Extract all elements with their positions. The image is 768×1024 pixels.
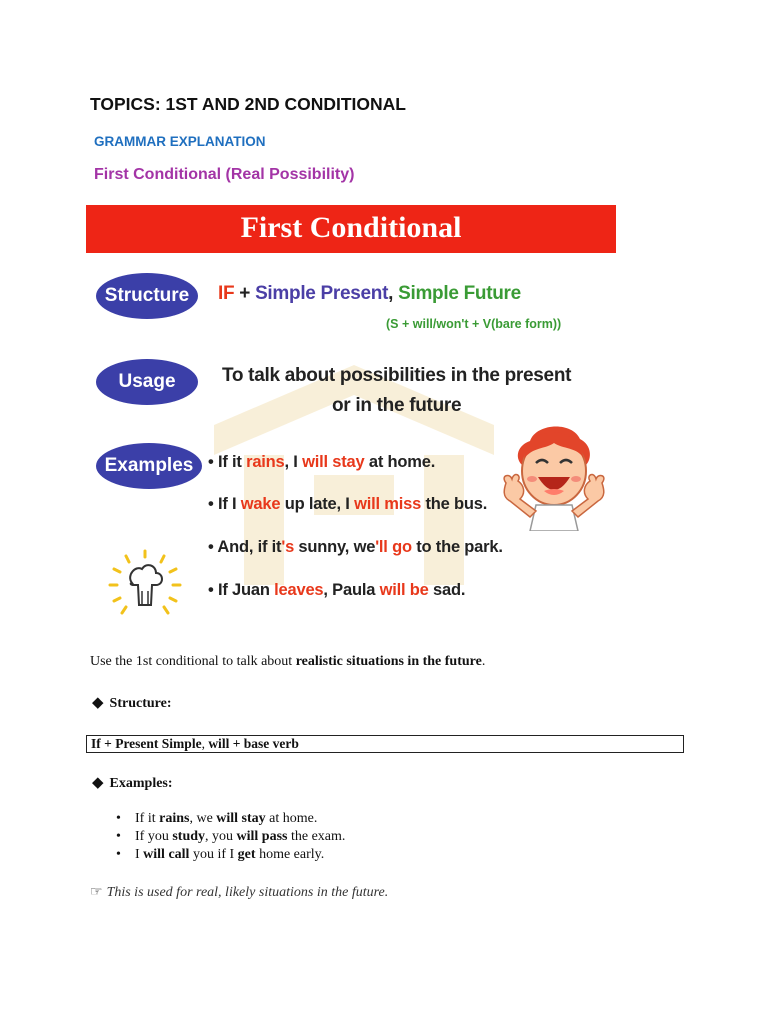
example-highlight: will be bbox=[379, 581, 429, 599]
usage-note bbox=[90, 884, 388, 901]
first-conditional-infographic bbox=[86, 205, 616, 625]
usage-pill-label: Usage bbox=[118, 371, 176, 392]
formula-part: If + Present Simple bbox=[91, 736, 202, 751]
intro-paragraph bbox=[90, 654, 485, 670]
example-text: you if I bbox=[189, 847, 238, 862]
usage-line-1: To talk about possibilities in the present bbox=[222, 365, 572, 386]
structure-plus: + bbox=[234, 283, 256, 304]
example-text: , we bbox=[189, 811, 217, 826]
infographic-example bbox=[208, 581, 465, 600]
page-title: TOPICS: 1ST AND 2ND CONDITIONAL bbox=[90, 94, 406, 114]
example-text: at home. bbox=[265, 811, 318, 826]
pointing-hand-icon: ☞ bbox=[90, 885, 103, 900]
structure-heading-text: Structure: bbox=[109, 696, 172, 711]
intro-emphasis: realistic situations in the future bbox=[295, 654, 482, 669]
example-text: , you bbox=[205, 829, 237, 844]
example-highlight: leaves bbox=[274, 581, 324, 599]
structure-pill bbox=[96, 273, 198, 319]
infographic-example bbox=[208, 453, 435, 472]
list-item bbox=[116, 828, 345, 846]
section-label: GRAMMAR EXPLANATION bbox=[94, 134, 266, 149]
structure-if: IF bbox=[218, 283, 235, 304]
example-highlight: will miss bbox=[354, 495, 422, 513]
lightbulb-icon bbox=[104, 547, 186, 619]
laughing-child-icon bbox=[496, 419, 612, 531]
example-keyword: rains bbox=[159, 811, 190, 826]
structure-formula: (S + will/won't + V(bare form)) bbox=[386, 317, 562, 331]
structure-pill-label: Structure bbox=[104, 285, 190, 306]
examples-heading-text: Examples: bbox=[109, 776, 173, 791]
example-highlight: 'll go bbox=[375, 538, 412, 556]
example-text: • If it bbox=[208, 453, 247, 471]
example-text: to the park. bbox=[411, 538, 503, 556]
example-text: up late, I bbox=[280, 495, 355, 513]
diamond-bullet-icon: ◆ bbox=[92, 695, 104, 711]
example-text: • And, if it bbox=[208, 538, 282, 556]
structure-future: Simple Future bbox=[398, 283, 521, 304]
bullet-icon: • bbox=[116, 811, 121, 826]
example-text: at home. bbox=[364, 453, 436, 471]
intro-text: Use the 1st conditional to talk about bbox=[90, 654, 296, 669]
infographic-example bbox=[208, 495, 487, 514]
list-item bbox=[116, 846, 345, 864]
example-keyword: get bbox=[237, 847, 256, 862]
infographic-example bbox=[208, 538, 503, 557]
bullet-icon: • bbox=[116, 829, 121, 844]
section-subtitle: First Conditional (Real Possibility) bbox=[94, 166, 355, 183]
example-highlight: will stay bbox=[302, 453, 365, 471]
structure-line bbox=[218, 283, 521, 305]
example-text: , I bbox=[284, 453, 303, 471]
formula-part: will + base verb bbox=[208, 736, 299, 751]
examples-pill bbox=[96, 443, 202, 489]
examples-heading bbox=[92, 773, 173, 792]
infographic-title: First Conditional bbox=[240, 211, 462, 244]
example-text: the bus. bbox=[421, 495, 488, 513]
bullet-icon: • bbox=[116, 847, 121, 862]
infographic-banner bbox=[86, 205, 616, 253]
example-highlight: rains bbox=[246, 453, 285, 471]
example-highlight: 's bbox=[281, 538, 295, 556]
example-keyword: study bbox=[172, 829, 206, 844]
usage-pill bbox=[96, 359, 198, 405]
usage-note-text: This is used for real, likely situations in the future. bbox=[106, 885, 389, 900]
example-text: the exam. bbox=[287, 829, 346, 844]
example-list bbox=[116, 810, 345, 864]
formula-separator: , bbox=[201, 736, 209, 751]
structure-heading bbox=[92, 693, 172, 712]
example-text: • If Juan bbox=[208, 581, 275, 599]
usage-line-2: or in the future bbox=[332, 395, 462, 416]
structure-present: Simple Present bbox=[255, 283, 389, 304]
example-keyword: will pass bbox=[236, 829, 288, 844]
example-text: If it bbox=[135, 811, 160, 826]
example-text: home early. bbox=[255, 847, 325, 862]
example-text: If you bbox=[135, 829, 173, 844]
examples-pill-label: Examples bbox=[104, 455, 194, 476]
example-keyword: will stay bbox=[216, 811, 266, 826]
list-item bbox=[116, 810, 345, 828]
example-text: sunny, we bbox=[294, 538, 376, 556]
structure-formula-box bbox=[86, 735, 684, 753]
example-text: • If I bbox=[208, 495, 241, 513]
example-highlight: wake bbox=[240, 495, 281, 513]
example-text: sad. bbox=[428, 581, 466, 599]
example-text: I bbox=[135, 847, 144, 862]
watermark-logo-icon bbox=[194, 355, 514, 595]
diamond-bullet-icon: ◆ bbox=[92, 775, 104, 791]
example-keyword: will call bbox=[143, 847, 190, 862]
structure-comma: , bbox=[388, 283, 399, 304]
example-text: , Paula bbox=[323, 581, 380, 599]
intro-suffix: . bbox=[481, 654, 486, 669]
